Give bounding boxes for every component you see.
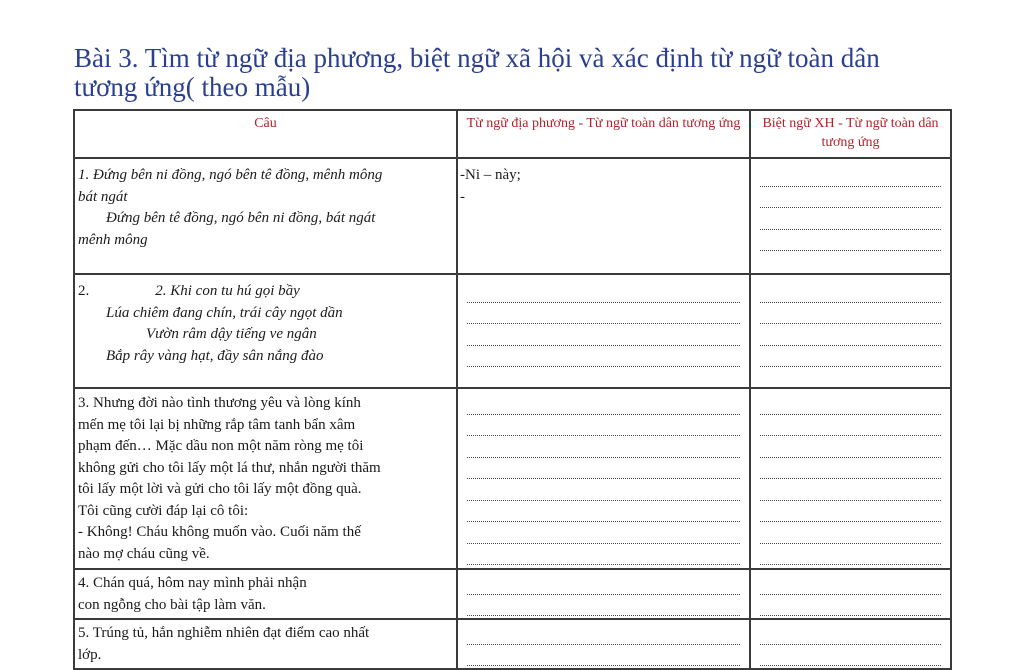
- question-line: Lúa chiêm đang chín, trái cây ngọt dần: [106, 304, 343, 321]
- question-line: Bắp rây vàng hạt, đầy sân nắng đào: [106, 347, 324, 364]
- answer-sample-text: -Ni – này;: [460, 167, 521, 183]
- question-line: Vườn râm dậy tiếng ve ngân: [146, 326, 317, 342]
- answer-blank: [760, 573, 941, 595]
- question-line-text: 2. Khi con tu hú gọi bầy: [155, 283, 300, 299]
- table-row: [74, 569, 951, 619]
- answer-cell-dia-phuong: [457, 619, 750, 669]
- answer-cell-dia-phuong: [457, 388, 750, 569]
- header-dia-phuong: Từ ngữ địa phương - Từ ngữ toàn dân tương ứng: [457, 110, 750, 158]
- question-line: 5. Trúng tủ, hắn nghiễm nhiên đạt điểm cao nhất: [78, 625, 370, 641]
- answer-cell-dia-phuong: [457, 569, 750, 619]
- question-cell: [74, 388, 457, 569]
- answer-blank: [760, 281, 941, 303]
- answer-blank: [467, 281, 740, 303]
- answer-blank: [467, 479, 740, 501]
- answer-blank: [467, 436, 740, 458]
- question-line: 1. Đứng bên ni đồng, ngó bên tê đồng, mênh mông: [78, 167, 383, 183]
- question-line: con ngỗng cho bài tập làm văn.: [78, 596, 266, 613]
- question-cell: [74, 158, 457, 274]
- answer-cell-biet-ngu: [750, 274, 951, 388]
- answer-blank: [760, 165, 941, 187]
- answer-blank: [467, 645, 740, 667]
- answer-cell-biet-ngu: [750, 388, 951, 569]
- answer-blank: [467, 501, 740, 523]
- answer-blank: [760, 208, 941, 230]
- title-line-2: tương ứng( theo mẫu): [74, 72, 311, 102]
- answer-blank: [760, 479, 941, 501]
- answer-cell-dia-phuong: [457, 274, 750, 388]
- question-cell: [74, 274, 457, 388]
- answer-blank: [760, 501, 941, 523]
- header-biet-ngu: Biệt ngữ XH - Từ ngữ toàn dân tương ứng: [750, 110, 951, 158]
- answer-cell-biet-ngu: [750, 569, 951, 619]
- question-line: nào mợ cháu cũng về.: [78, 545, 210, 562]
- question-line: lớp.: [78, 646, 102, 663]
- question-line: Tôi cũng cười đáp lại cô tôi:: [78, 502, 249, 519]
- exercise-title: [74, 44, 974, 102]
- header-row: [74, 110, 951, 158]
- answer-blank: [760, 522, 941, 544]
- question-cell: [74, 619, 457, 669]
- question-line: mến mẹ tôi lại bị những rắp tâm tanh bẩn xâm: [78, 416, 356, 433]
- title-line-1: Bài 3. Tìm từ ngữ địa phương, biệt ngữ xã hội và xác định từ ngữ toàn dân: [74, 43, 880, 73]
- answer-blank: [467, 595, 740, 617]
- answer-blank: [467, 458, 740, 480]
- table-row: [74, 619, 951, 669]
- table-row: [74, 388, 951, 569]
- question-line: mênh mông: [78, 231, 148, 248]
- answer-cell-biet-ngu: [750, 158, 951, 274]
- question-line: - Không! Cháu không muốn vào. Cuối năm thế: [78, 524, 361, 540]
- answer-blank: [467, 303, 740, 325]
- answer-blank: [760, 623, 941, 645]
- table-row: [74, 274, 951, 388]
- question-cell: [74, 569, 457, 619]
- answer-blank: [760, 595, 941, 617]
- answer-blank: [467, 623, 740, 645]
- answer-blank: [760, 346, 941, 368]
- answer-blank: [467, 573, 740, 595]
- table-row: [74, 158, 951, 274]
- answer-cell-biet-ngu: [750, 619, 951, 669]
- answer-blank: [467, 415, 740, 437]
- answer-blank: [760, 393, 941, 415]
- header-cau: Câu: [74, 110, 457, 158]
- exercise-table: [73, 109, 952, 670]
- question-line: 2. 2. Khi con tu hú gọi bầy: [78, 283, 300, 299]
- answer-blank: [467, 393, 740, 415]
- answer-blank: [760, 458, 941, 480]
- question-line: 3. Nhưng đời nào tình thương yêu và lòng kính: [78, 395, 361, 411]
- answer-blank: [760, 415, 941, 437]
- answer-blank: [760, 544, 941, 566]
- answer-blank: [760, 187, 941, 209]
- answer-sample-dash: -: [460, 188, 465, 205]
- question-line: tôi lấy một lời và gửi cho tôi lấy một đồng quà.: [78, 481, 362, 497]
- answer-blank: [467, 324, 740, 346]
- answer-blank: [467, 544, 740, 566]
- answer-blank: [467, 346, 740, 368]
- answer-blank: [760, 324, 941, 346]
- question-line: Đứng bên tê đồng, ngó bên ni đồng, bát ngát: [106, 210, 376, 226]
- answer-blank: [467, 522, 740, 544]
- answer-cell-dia-phuong: [457, 158, 750, 274]
- question-line: phạm đến… Mặc dầu non một năm ròng mẹ tôi: [78, 438, 364, 454]
- question-line: không gửi cho tôi lấy một lá thư, nhắn người thăm: [78, 459, 381, 476]
- question-line: 4. Chán quá, hôm nay mình phải nhận: [78, 575, 307, 591]
- answer-blank: [760, 303, 941, 325]
- question-line: bát ngát: [78, 188, 128, 205]
- answer-blank: [760, 645, 941, 667]
- answer-blank: [760, 436, 941, 458]
- answer-blank: [760, 230, 941, 252]
